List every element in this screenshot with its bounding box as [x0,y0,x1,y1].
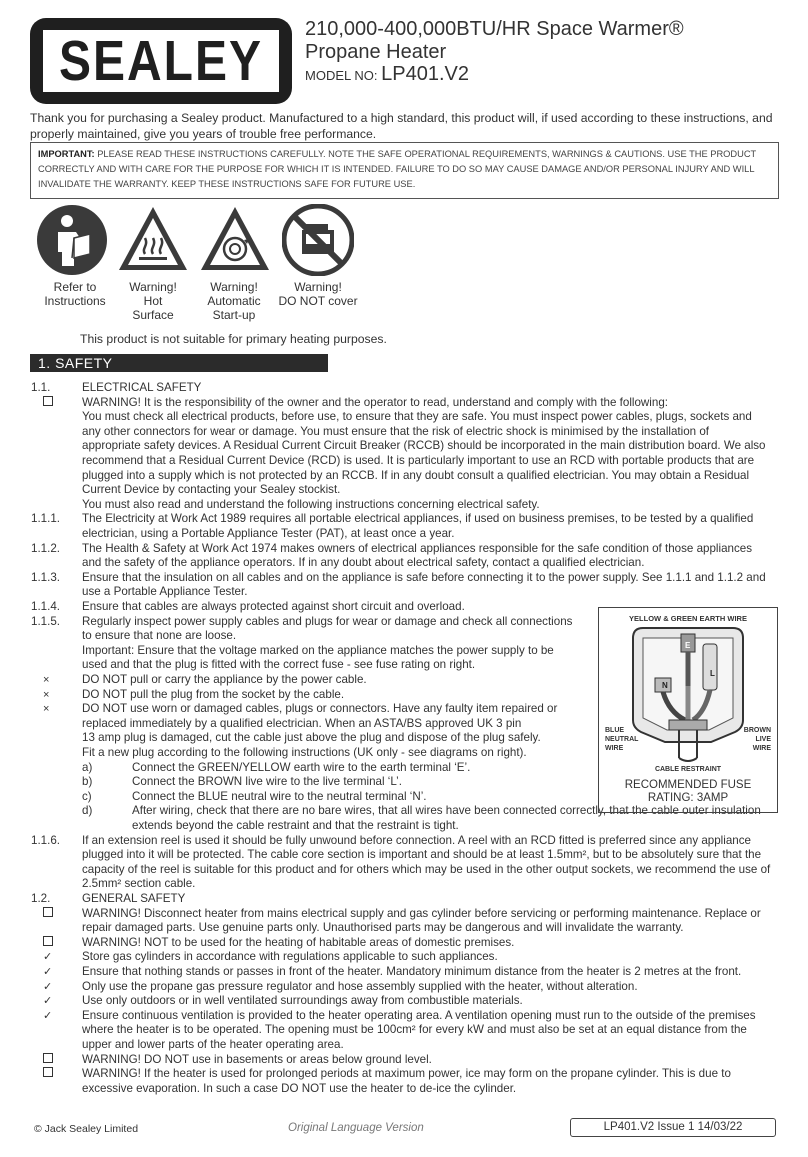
body-text-line: and the safety of the appliance operators. If in any doubt about electrical safety, contact a qualified electrician. [82,556,645,570]
body-text-line: Connect the BLUE neutral wire to the neutral terminal ‘N’. [132,789,427,803]
clause-number: 1.1.2. [31,541,61,555]
checkbox-bullet-icon [43,936,53,950]
do-not-cover-icon [282,204,354,276]
plug-wiring-diagram [599,608,777,812]
body-text-line: 13 amp plug is damaged, cut the cable just above the plug and dispose of the plug safely. [82,731,541,745]
tick-bullet-icon: ✓ [43,951,53,964]
body-text-line: Important: Ensure that the voltage marked on the appliance matches the power supply to be [82,643,554,657]
clause-number: 1.2. [31,892,51,905]
body-text-line: If an extension reel is used it should be fully unwound before connection. A reel with an RCD fitted is preferred since any appliance [82,833,751,847]
checkbox-bullet-icon [43,396,53,410]
body-text-line: to ensure that none are loose. [82,629,237,643]
clause-number: 1.1.4. [31,600,61,613]
body-text-line: Ensure that cables are always protected against short circuit and overload. [82,600,465,613]
checkbox-bullet-icon [43,907,53,921]
important-text: PLEASE READ THESE INSTRUCTIONS CAREFULLY. NOTE THE SAFE OPERATIONAL REQUIREMENTS, WARNINGS & CAUTIONS. USE THE PRODUCT CORRECTLY AND WITH CARE FOR THE PURPOSE FOR WHICH IT IS INTENDED. FAILURE TO DO SO MAY CAUSE DAMAGE AND/OR PERSONAL INJURY AND WILL INVALIDATE THE WARRANTY. KEEP THESE INSTRUCTIONS SAFE FOR FUTURE USE. [38,149,757,189]
tick-bullet-icon: ✓ [43,1009,53,1022]
model-label: MODEL NO: [305,68,378,83]
model-value: LP401.V2 [381,63,469,85]
body-text-line: Only use the propane gas pressure regulator and hose assembly supplied with the heater, without alteration. [82,979,638,993]
brand-name: SEALEY [58,29,264,93]
body-text-line: Store gas cylinders in accordance with regulations applicable to such appliances. [82,950,498,964]
fuse-rating-line2: RATING: 3AMP [647,792,729,804]
terminal-l-label: L [710,669,715,678]
footer-issue: LP401.V2 Issue 1 14/03/22 [570,1118,776,1137]
product-title: 210,000-400,000BTU/HR Space Warmer® [305,18,684,40]
body-text-line: WARNING! It is the responsibility of the owner and the operator to read, understand and comply with the following: [82,395,668,409]
body-text-line: The Health & Safety at Work Act 1974 makes owners of electrical appliances responsible for the safe condition of those appliances [82,541,753,555]
body-text-line: Fit a new plug according to the following instructions (UK only - see diagrams on right). [82,746,527,759]
footer-version: Original Language Version [288,1122,424,1134]
body-text-line: Current Device by contacting your Sealey stockist. [82,483,341,497]
sub-item-letter: c) [82,789,92,803]
hot-surface-icon [117,204,189,276]
body-text-line: ELECTRICAL SAFETY [82,381,202,394]
sub-item-letter: a) [82,760,93,774]
tick-bullet-icon: ✓ [43,966,53,978]
brown-wire-label-1: BROWN [743,727,771,734]
body-text-line: capacity of the reel is suitable for this product and for others which may be used in the other output sockets, we recommend the use of [82,862,771,876]
blue-wire-label-3: WIRE [605,745,624,752]
body-text-line: After wiring, check that there are no bare wires, that all wires have been connected correctly, that the cable outer insulation [132,804,761,818]
cable-restraint-label: CABLE RESTRAINT [654,766,722,773]
important-label: IMPORTANT: [38,149,95,159]
body-text-line: appropriate safety devices. A Residual Current Circuit Breaker (RCCB) should be incorporated in the main distribution board. We also [82,439,766,453]
intro-text: Thank you for purchasing a Sealey product. Manufactured to a high standard, this product will, if used according to these instructions, and properly maintained, give you years of trouble free performance. [30,111,773,141]
clause-number: 1.1.6. [31,833,61,847]
body-text-line: WARNING! NOT to be used for the heating of habitable areas of domestic premises. [82,935,515,949]
icon-caption-instructions: Refer to Instructions [44,280,106,308]
body-text-line: excessive evaporation. In such a case DO NOT use the heater to de-ice the cylinder. [82,1081,517,1095]
body-text-line: Use only outdoors or in well ventilated surroundings away from combustible materials. [82,994,523,1008]
body-text-line: where the heater is to be operated. The opening must be 100cm² for every kW and must also be set at an equal distance from the [82,1023,747,1037]
logo-inner [43,30,279,92]
brown-wire-label-3: WIRE [752,745,771,752]
icon-caption-do-not-cover: Warning! DO NOT cover [278,280,358,308]
body-text-line: 2.5mm² section cable. [82,877,196,891]
body-text-line: GENERAL SAFETY [82,892,186,905]
body-text-line: Connect the GREEN/YELLOW earth wire to the earth terminal ‘E’. [132,760,471,774]
body-text-line: DO NOT use worn or damaged cables, plugs or connectors. Have any faulty item repaired or [82,702,558,716]
body-text-line: Ensure that nothing stands or passes in front of the heater. Mandatory minimum distance from the heater is 2 metres at the front. [82,965,742,978]
footer-copyright: © Jack Sealey Limited [34,1123,139,1135]
checkbox-bullet-icon [43,1053,53,1067]
cross-bullet-icon: × [43,688,50,701]
body-text-line: DO NOT pull or carry the appliance by the power cable. [82,673,367,686]
sub-item-letter: d) [82,804,93,818]
body-text-line: upper and lower parts of the heater operating area. [82,1038,344,1051]
sub-item-letter: b) [82,775,93,789]
cross-bullet-icon: × [43,703,50,716]
tick-bullet-icon: ✓ [43,995,53,1008]
body-text-line: plugged into it will be protected. The cable core section is important and should be at least 1.5mm², but to be absolutely sure that the [82,848,762,862]
icon-caption-auto-startup: Warning! Automatic Start-up [207,280,261,322]
body-text-line: repair damaged parts. Use genuine parts only. Unauthorised parts may be dangerous and will invalidate the warranty. [82,921,684,935]
automatic-startup-icon [199,204,271,276]
checkbox-bullet-icon [43,1067,53,1081]
blue-wire-label-1: BLUE [605,727,625,734]
clause-number: 1.1.5. [31,614,61,628]
body-text-line: Connect the BROWN live wire to the live terminal ‘L’. [132,775,402,789]
section-heading-safety: 1. SAFETY [30,354,328,372]
body-text-line: The Electricity at Work Act 1989 requires all portable electrical appliances, if used on business premises, to be tested by a qualified [82,512,754,526]
body-text-line: You must also read and understand the following instructions concerning electrical safety. [82,497,540,511]
product-subtitle: Propane Heater [305,41,447,63]
body-text-line: Ensure continuous ventilation is provided to the heater operating area. A ventilation opening must run to the outside of the premises [82,1008,756,1022]
plug-diagram-frame [598,607,778,813]
clause-number: 1.1.1. [31,512,61,526]
body-text-line: plugged into a supply which is not protected by an RCCB. If in any doubt consult a qualified electrician. You may obtain a Residual [82,468,750,482]
terminal-e-label: E [685,641,691,650]
earth-wire-label: YELLOW & GREEN EARTH WIRE [629,614,747,623]
model-number [305,63,469,86]
blue-wire-label-2: NEUTRAL [605,736,639,743]
terminal-n-label: N [662,681,668,690]
not-suitable-note: This product is not suitable for primary heating purposes. [80,332,387,346]
body-text-line: used and that the plug is fitted with the correct fuse - see fuse rating on right. [82,658,476,672]
body-text-line: WARNING! DO NOT use in basements or areas below ground level. [82,1052,432,1066]
body-text-line: Regularly inspect power supply cables and plugs for wear or damage and check all connections [82,614,573,628]
read-instructions-icon [36,204,108,276]
body-text-line: extends beyond the cable restraint and that the restraint is tight. [132,819,459,832]
clause-number: 1.1. [31,381,51,394]
body-text-line: You must check all electrical products, before use, to ensure that they are safe. You must inspect power cables, plugs, sockets and [82,410,752,424]
body-text-line: WARNING! If the heater is used for prolonged periods at maximum power, ice may form on the propane cylinder. This is due to [82,1067,731,1081]
body-text-line: electrician, using a Portable Appliance Tester (PAT), at least once a year. [82,527,455,540]
body-text-line: use a Portable Appliance Tester. [82,585,248,599]
cross-bullet-icon: × [43,674,50,686]
tick-bullet-icon: ✓ [43,980,53,993]
important-notice [30,142,779,199]
clause-number: 1.1.3. [31,570,61,584]
body-text-line: DO NOT pull the plug from the socket by the cable. [82,687,345,701]
body-text-line: WARNING! Disconnect heater from mains electrical supply and gas cylinder before servicing or performing maintenance. Replace or [82,906,761,920]
fuse-rating-line1: RECOMMENDED FUSE [624,779,752,791]
body-text-line: replaced immediately by a qualified electrician. When an ASTA/BS approved UK 3 pin [82,716,522,730]
icon-caption-hot-surface: Warning! Hot Surface [129,280,177,322]
brown-wire-label-2: LIVE [755,736,771,743]
body-text-line: Ensure that the insulation on all cables and on the appliance is safe before connecting it to the power supply. See 1.1.1 and 1.1.2 and [82,570,766,584]
sealey-logo [30,18,292,104]
body-text-line: recommend that a Residual Current Device (RCD) is used. It is particularly important to use an RCD with portable products that are [82,454,755,467]
body-text-line: any other connectors for wear or damage. You must ensure that the risk of electric shock is minimised by the installation of [82,424,710,438]
